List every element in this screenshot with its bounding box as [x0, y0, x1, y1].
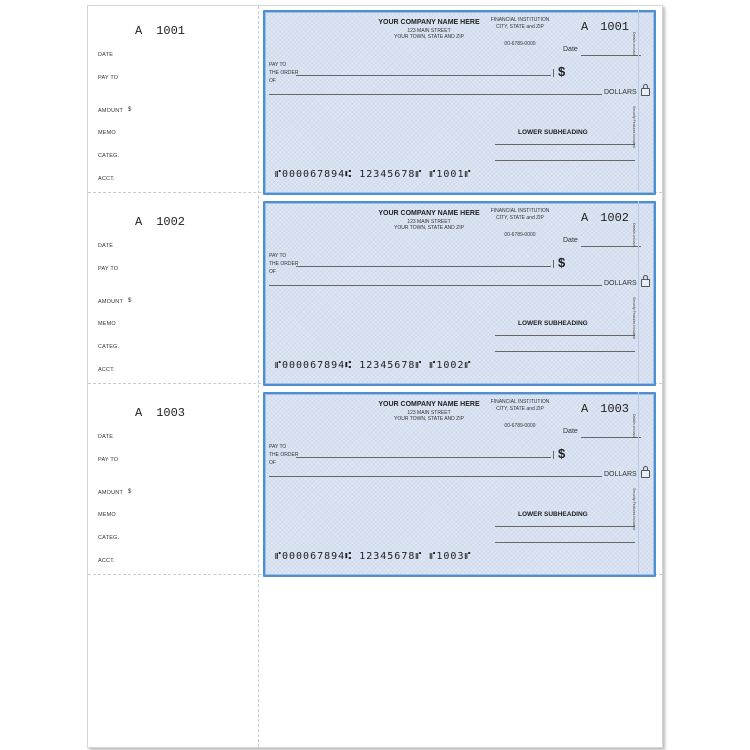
- date-label: Date: [563, 237, 578, 244]
- security-edge: [638, 392, 651, 573]
- amount-box-edge: [553, 451, 555, 459]
- check-number: A 1003: [581, 402, 630, 416]
- stub-acct-label: ACCT.: [98, 558, 115, 564]
- routing-fraction: 00-6789-0000: [504, 423, 536, 429]
- company-street: 123 MAIN STREET: [407, 410, 451, 416]
- check: [263, 392, 656, 577]
- date-label: Date: [563, 428, 578, 435]
- stub-date-label: DATE: [98, 243, 114, 249]
- signature-line: [495, 526, 635, 527]
- stub-amount-label: AMOUNT: [98, 299, 124, 305]
- dollar-sign: $: [558, 64, 566, 79]
- security-edge: [638, 201, 651, 382]
- check-stub: [88, 9, 256, 199]
- signature-line: [495, 160, 635, 161]
- stub-amount-sign: $: [128, 107, 132, 113]
- padlock-icon: [641, 88, 650, 96]
- bank-name: FINANCIAL INSTITUTION: [490, 17, 550, 23]
- lower-subheading: LOWER SUBHEADING: [518, 129, 588, 136]
- details-on-back-text: Details on back: [632, 32, 636, 56]
- company-town: YOUR TOWN, STATE AND ZIP: [394, 34, 464, 40]
- stub-payto-label: PAY TO: [98, 75, 119, 81]
- stub-categ-label: CATEG.: [98, 153, 120, 159]
- signature-line: [495, 351, 635, 352]
- check-number: A 1001: [581, 20, 630, 34]
- micr-line: ⑈000067894⑆ 12345678⑈ ⑈1003⑈: [275, 551, 472, 562]
- amount-words-line: [269, 94, 602, 95]
- payee-line: [296, 457, 551, 458]
- padlock-icon: [641, 470, 650, 478]
- signature-line: [495, 144, 635, 145]
- stub-amount-label: AMOUNT: [98, 108, 124, 114]
- stub-amount-sign: $: [128, 489, 132, 495]
- dollars-label: DOLLARS: [604, 89, 637, 96]
- stub-check-number: A 1003: [135, 406, 186, 420]
- company-name: YOUR COMPANY NAME HERE: [378, 19, 480, 26]
- payto-label-3: OF: [269, 460, 276, 466]
- payee-line: [296, 75, 551, 76]
- company-name: YOUR COMPANY NAME HERE: [378, 401, 480, 408]
- company-street: 123 MAIN STREET: [407, 28, 451, 34]
- company-town: YOUR TOWN, STATE AND ZIP: [394, 225, 464, 231]
- stub-categ-label: CATEG.: [98, 535, 120, 541]
- payto-label-2: THE ORDER: [269, 261, 299, 267]
- stub-acct-label: ACCT.: [98, 367, 115, 373]
- bank-city: CITY, STATE and ZIP: [496, 406, 544, 412]
- amount-box-edge: [553, 260, 555, 268]
- dollar-sign: $: [558, 446, 566, 461]
- stub-check-number: A 1002: [135, 215, 186, 229]
- company-town: YOUR TOWN, STATE AND ZIP: [394, 416, 464, 422]
- routing-fraction: 00-6789-0000: [504, 232, 536, 238]
- padlock-icon: [641, 279, 650, 287]
- payto-label-1: PAY TO: [269, 253, 287, 259]
- check-stub: [88, 200, 256, 390]
- security-features-text: Security Features Included: [632, 106, 636, 148]
- payto-label-3: OF: [269, 78, 276, 84]
- payto-label-1: PAY TO: [269, 444, 287, 450]
- stub-memo-label: MEMO: [98, 512, 116, 518]
- stub-date-label: DATE: [98, 52, 114, 58]
- security-features-text: Security Features Included: [632, 488, 636, 530]
- payto-label-2: THE ORDER: [269, 452, 299, 458]
- bank-city: CITY, STATE and ZIP: [496, 24, 544, 30]
- stub-memo-label: MEMO: [98, 130, 116, 136]
- check: [263, 201, 656, 386]
- bank-name: FINANCIAL INSTITUTION: [490, 399, 550, 405]
- payto-label-1: PAY TO: [269, 62, 287, 68]
- signature-line: [495, 335, 635, 336]
- micr-line: ⑈000067894⑆ 12345678⑈ ⑈1002⑈: [275, 360, 472, 371]
- dollars-label: DOLLARS: [604, 471, 637, 478]
- amount-words-line: [269, 476, 602, 477]
- stub-check-number: A 1001: [135, 24, 186, 38]
- company-name: YOUR COMPANY NAME HERE: [378, 210, 480, 217]
- security-features-text: Security Features Included: [632, 297, 636, 339]
- details-on-back-text: Details on back: [632, 414, 636, 438]
- stub-amount-label: AMOUNT: [98, 490, 124, 496]
- amount-words-line: [269, 285, 602, 286]
- security-edge: [638, 10, 651, 191]
- details-on-back-text: Details on back: [632, 223, 636, 247]
- lower-subheading: LOWER SUBHEADING: [518, 511, 588, 518]
- check: [263, 10, 656, 195]
- micr-line: ⑈000067894⑆ 12345678⑈ ⑈1001⑈: [275, 169, 472, 180]
- stub-categ-label: CATEG.: [98, 344, 120, 350]
- bank-city: CITY, STATE and ZIP: [496, 215, 544, 221]
- check-number: A 1002: [581, 211, 630, 225]
- stub-amount-sign: $: [128, 298, 132, 304]
- date-label: Date: [563, 46, 578, 53]
- stub-payto-label: PAY TO: [98, 457, 119, 463]
- signature-line: [495, 542, 635, 543]
- stub-payto-label: PAY TO: [98, 266, 119, 272]
- company-street: 123 MAIN STREET: [407, 219, 451, 225]
- dollars-label: DOLLARS: [604, 280, 637, 287]
- dollar-sign: $: [558, 255, 566, 270]
- stub-acct-label: ACCT.: [98, 176, 115, 182]
- check-sheet: [87, 5, 663, 748]
- stub-memo-label: MEMO: [98, 321, 116, 327]
- payee-line: [296, 266, 551, 267]
- check-stub: [88, 391, 256, 581]
- amount-box-edge: [553, 69, 555, 77]
- stub-date-label: DATE: [98, 434, 114, 440]
- bank-name: FINANCIAL INSTITUTION: [490, 208, 550, 214]
- payto-label-2: THE ORDER: [269, 70, 299, 76]
- lower-subheading: LOWER SUBHEADING: [518, 320, 588, 327]
- vertical-perforation: [258, 6, 259, 747]
- routing-fraction: 00-6789-0000: [504, 41, 536, 47]
- payto-label-3: OF: [269, 269, 276, 275]
